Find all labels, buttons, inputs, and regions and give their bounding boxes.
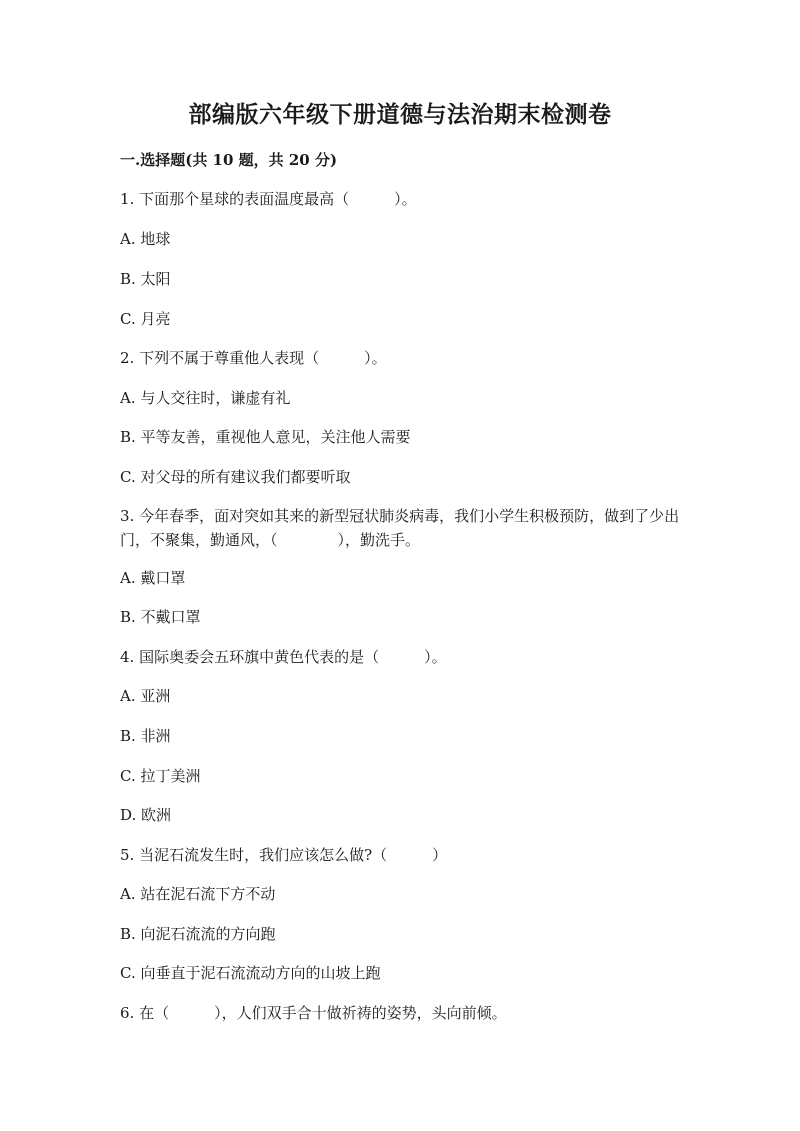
document-title: 部编版六年级下册道德与法治期末检测卷 bbox=[188, 101, 612, 128]
question-5-option-c: C. 向垂直于泥石流流动方向的山坡上跑 bbox=[120, 964, 381, 982]
question-2-option-b: B. 平等友善，重视他人意见，关注他人需要 bbox=[120, 428, 411, 446]
question-3-option-a: A. 戴口罩 bbox=[120, 569, 186, 587]
question-2-option-a: A. 与人交往时，谦虚有礼 bbox=[120, 389, 291, 407]
question-2-stem: 2. 下列不属于尊重他人表现（ ）。 bbox=[120, 349, 387, 367]
question-3-stem: 3. 今年春季，面对突如其来的新型冠状肺炎病毒，我们小学生积极预防，做到了少出门，不聚集，勤通风，（ ），勤洗手。 bbox=[120, 507, 680, 549]
question-6-stem: 6. 在（ ），人们双手合十做祈祷的姿势，头向前倾。 bbox=[120, 1004, 507, 1022]
question-2-option-c: C. 对父母的所有建议我们都要听取 bbox=[120, 468, 351, 486]
question-5-option-b: B. 向泥石流流的方向跑 bbox=[120, 925, 276, 943]
question-1-option-a: A. 地球 bbox=[120, 230, 171, 248]
question-5-stem: 5. 当泥石流发生时，我们应该怎么做?（ ） bbox=[120, 846, 448, 864]
question-4-stem: 4. 国际奥委会五环旗中黄色代表的是（ ）。 bbox=[120, 648, 447, 666]
question-1-option-b: B. 太阳 bbox=[120, 270, 171, 288]
question-4-option-d: D. 欧洲 bbox=[120, 806, 172, 824]
question-5-option-a: A. 站在泥石流下方不动 bbox=[120, 885, 276, 903]
question-3-option-b: B. 不戴口罩 bbox=[120, 608, 201, 626]
question-4-option-c: C. 拉丁美洲 bbox=[120, 767, 201, 785]
question-4-option-b: B. 非洲 bbox=[120, 727, 171, 745]
section-heading: 一.选择题(共 10 题，共 20 分) bbox=[120, 151, 338, 169]
question-1-stem: 1. 下面那个星球的表面温度最高（ ）。 bbox=[120, 190, 417, 208]
question-4-option-a: A. 亚洲 bbox=[120, 687, 171, 705]
question-1-option-c: C. 月亮 bbox=[120, 310, 171, 328]
